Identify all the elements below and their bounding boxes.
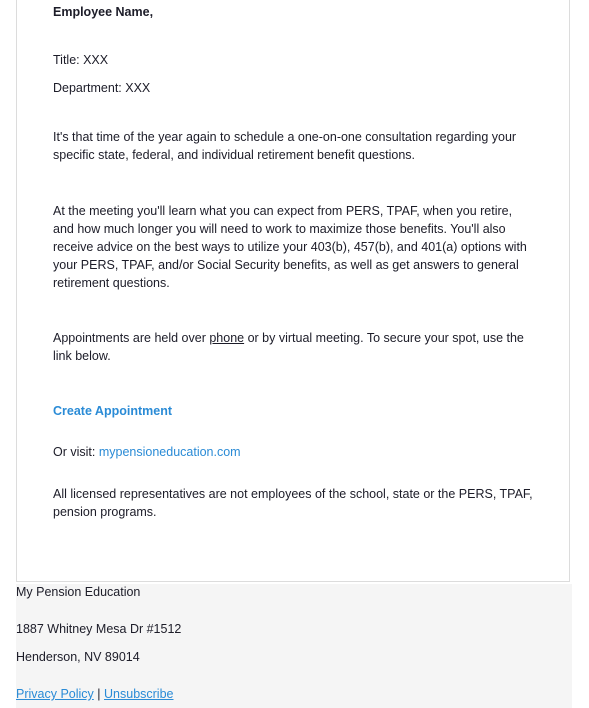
footer-links [16, 686, 174, 702]
create-appointment-link[interactable]: Create Appointment [53, 404, 172, 418]
department-line: Department: XXX [53, 81, 151, 95]
address-line-1: 1887 Whitney Mesa Dr #1512 [16, 622, 182, 636]
privacy-policy-link[interactable]: Privacy Policy [16, 687, 94, 701]
website-link[interactable]: mypensioneducation.com [98, 445, 241, 459]
address-line-2: Henderson, NV 89014 [16, 650, 140, 664]
details-paragraph: At the meeting you'll learn what you can expect from PERS, TPAF, when you retire, and how much longer you will need to work to maximize those benefits. You'll also receive advice on the best ways to utilize your 403(b), 457(b), and 401(a) options with your PERS, TPAF, and/or Social Security benefits, as well as get answers to general retirement questions. [53, 204, 527, 290]
appointments-text-prefix: Appointments are held over [53, 331, 210, 345]
unsubscribe-link[interactable]: Unsubscribe [104, 687, 174, 701]
greeting: Employee Name, [53, 5, 154, 19]
title-line: Title: XXX [53, 53, 109, 67]
footer [16, 584, 572, 708]
link-separator: | [97, 687, 101, 701]
appointments-text-suffix: or by virtual meeting. To secure your spot, use the link below. [53, 331, 524, 363]
visit-prefix: Or visit: [53, 445, 99, 459]
phone-link[interactable]: phone [209, 331, 245, 345]
intro-paragraph: It's that time of the year again to schedule a one-on-one consultation regarding your specific state, federal, and individual retirement benefit questions. [53, 130, 517, 162]
company-name: My Pension Education [16, 585, 141, 599]
disclaimer-paragraph: All licensed representatives are not employees of the school, state or the PERS, TPAF, pension programs. [53, 487, 533, 519]
appointments-paragraph [53, 329, 533, 365]
visit-line [53, 443, 533, 461]
